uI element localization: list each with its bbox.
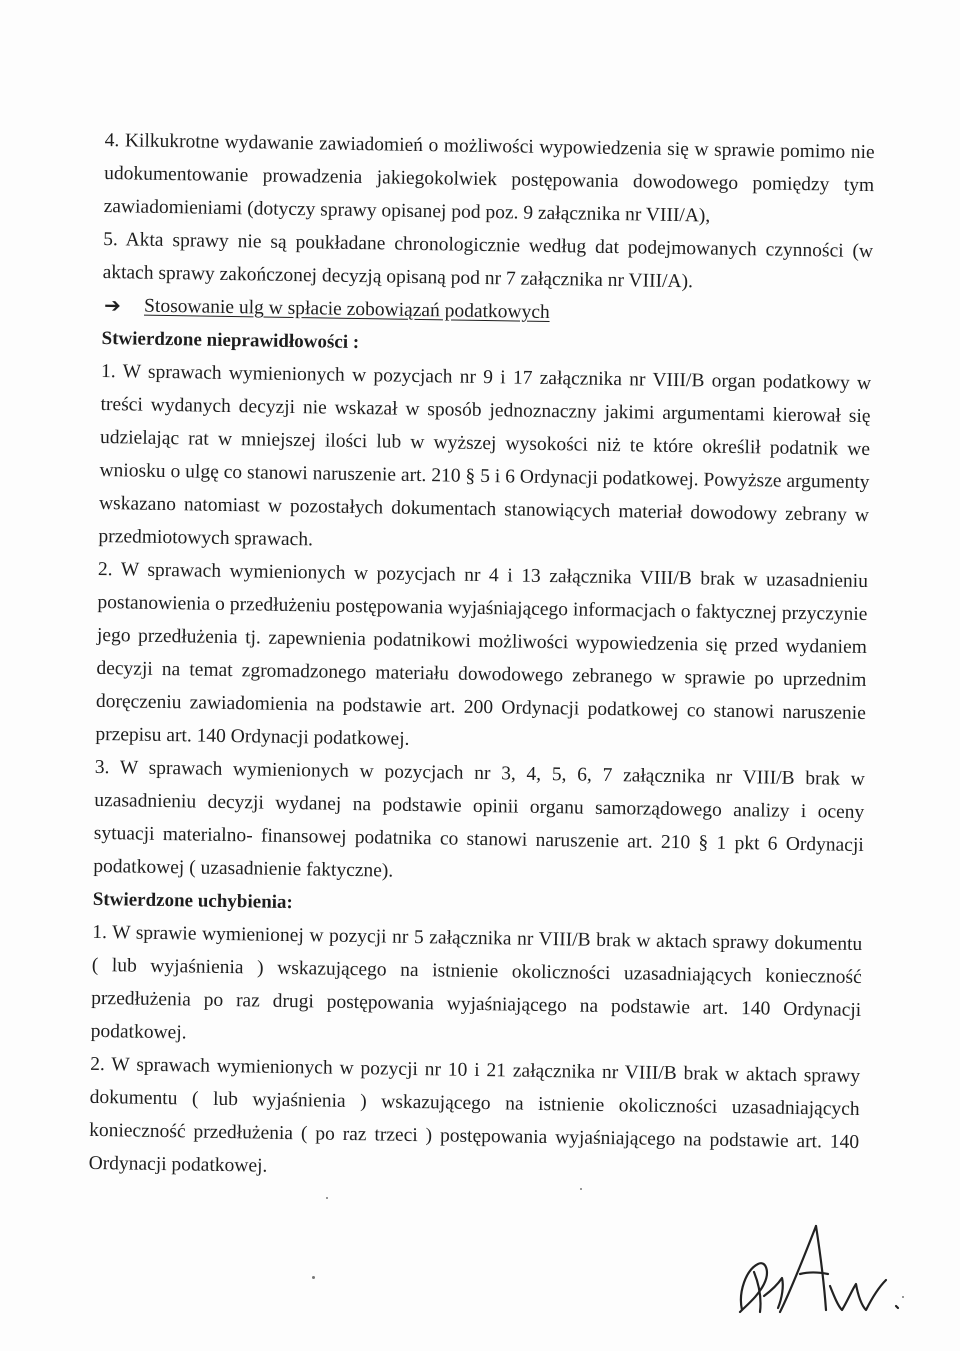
arrow-right-icon: ➔ [103, 293, 122, 318]
deficiency-item-2: 2. W sprawach wymienionych w pozycji nr 10 i 21 załącznika nr VIII/B brak w aktach sprawy dokumentu ( lub wyjaśnienia ) wskazującego na istnienie okoliczności uzasadniających konieczność przedłużenia ( po raz trzeci ) postępowania wyjaśniającego na podstawie art. 140 Ordynacji podatkowej. [88, 1053, 861, 1177]
paragraph-item-4: 4. Kilkukrotne wydawanie zawiadomień o możliwości wypowiedzenia się w sprawie pomimo nie udokumentowanie prowadzenia jakiegokolwiek postępowania dowodowego pomiędzy tym zawiadomieniami (dotyczy sprawy opisanej pod poz. 9 załącznika nr VIII/A), [103, 129, 875, 227]
document-body [88, 124, 874, 1192]
irregularities-heading: Stwierdzone nieprawidłowości : [101, 327, 360, 354]
paragraph-item-5: 5. Akta sprawy nie są poukładane chronologicznie według dat podejmowanych czynności (w aktach sprawy zakończonej decyzją opisaną pod nr 7 załącznika nr VIII/A). [102, 228, 874, 293]
irregularity-item-3: 3. W sprawach wymienionych w pozycjach nr 3, 4, 5, 6, 7 załącznika nr VIII/B brak w uzasadnieniu decyzji wydanej na podstawie opinii organu samorządowego analizy i oceny sytuacji materialno- finansowej podatnika co stanowi naruszenie art. 210 § 1 pkt 6 Ordynacji podatkowej ( uzasadnienie faktyczne). [93, 756, 865, 882]
irregularity-item-1: 1. W sprawach wymienionych w pozycjach nr 9 i 17 załącznika nr VIII/B organ podatkowy w treści wydanych decyzji nie wskazał w sposób jednoznaczny jakimi argumentami kierował się udzielając rat w mniejszej ilości lub w wyższej wysokości niż te które określił podatnik we wniosku o ulgę co stanowi naruszenie art. 210 § 5 i 6 Ordynacji podatkowej. Powyższe argumenty wskazano natomiast w pozostałych dokumentach stanowiących materiał dowodowy zebrany w przedmiotowych sprawach. [98, 360, 872, 551]
irregularity-item-2: 2. W sprawach wymienionych w pozycjach nr 4 i 13 załącznika VIII/B brak w uzasadnieniu postanowienia o przedłużeniu postępowania wyjaśniającego informacjach o faktycznej przyczynie jego przedłużenia tj. zapewnienia podatnikowi możliwości wypowiedzenia się przed wydaniem decyzji na temat zgromadzonego materiału dowodowego zebranego w sprawie po uprzednim doręczeniu zawiadomienia na podstawie art. 200 Ordynacji podatkowej co stanowi naruszenie przepisu art. 140 Ordynacji podatkowej. [95, 558, 869, 750]
section-title: Stosowanie ulg w spłacie zobowiązań podatkowych [143, 295, 550, 324]
deficiency-item-1: 1. W sprawie wymienionej w pozycji nr 5 załącznika nr VIII/B brak w aktach sprawy dokumentu ( lub wyjaśnienia ) wskazującego na istnienie okoliczności uzasadniających konieczność przedłużenia po raz drugi postępowania wyjaśniającego na podstawie art. 140 Ordynacji podatkowej. [90, 921, 863, 1044]
deficiencies-heading: Stwierdzone uchybienia: [92, 888, 293, 914]
handwritten-signature [720, 1212, 920, 1322]
